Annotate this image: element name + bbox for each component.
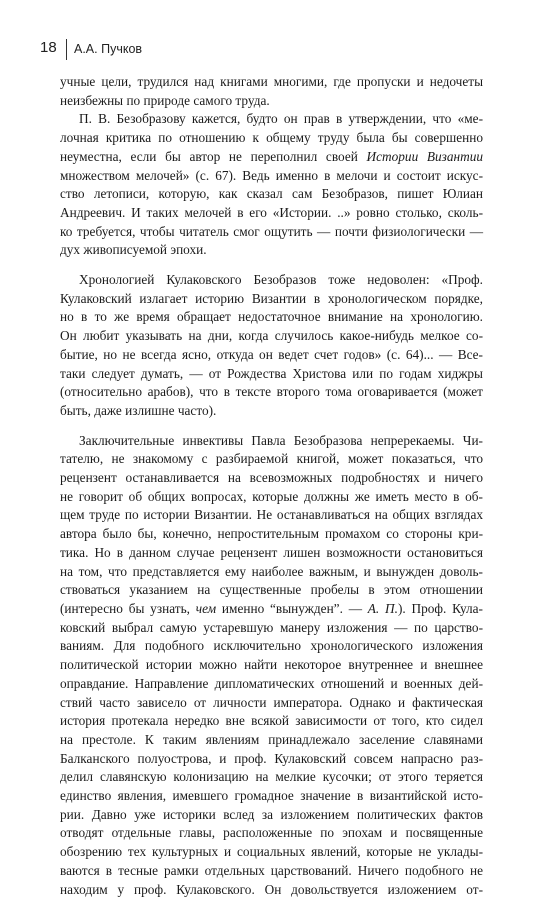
text-line: лочная критика по отношению к общему труду была бы совершенно bbox=[60, 130, 483, 146]
text-line: учные цели, трудился над книгами многими, где пропуски и недочеты bbox=[60, 74, 483, 89]
text-line: Хронологией Кулаковского Безобразов тоже недоволен: «Проф. bbox=[79, 272, 483, 288]
text-line: на престоле. К таким явлениям принадлежало заселение славянами bbox=[60, 731, 483, 747]
text-line: таки следует думать, — от Рождества Христова или по годам хиджры bbox=[60, 365, 483, 381]
text-line: ковский выбрал самую устаревшую манеру изложения — по царство- bbox=[60, 619, 483, 635]
text-line: бытие, но не всегда ясно, откуда он ведет счет годов» (с. 64)... — Все- bbox=[60, 346, 483, 362]
text-line: (интересно бы узнать, чем именно “вынужден”. — А. П.). Проф. Кула- bbox=[60, 600, 483, 616]
text-line: тика. Но в данном случае рецензент лишен возможности остановиться bbox=[60, 544, 483, 560]
text-line: Балканского полуострова, и проф. Кулаковский совсем напрасно раз- bbox=[60, 750, 483, 766]
text-line: автора было бы, конечно, непростительным промахом со стороны кри- bbox=[60, 526, 483, 542]
text-line: не говорит об общих вопросах, которые должны же иметь место в об- bbox=[60, 488, 483, 504]
text-line: дух живописуемой эпохи. bbox=[60, 242, 207, 258]
text-line: политической истории можно найти некоторое внутреннее и внешнее bbox=[60, 657, 483, 673]
text-line: но в то же время обращает недостаточное внимание на хронологию. bbox=[60, 309, 483, 325]
text-line: отводят отдельные главы, расположенные по эпохам и посвященные bbox=[60, 825, 483, 841]
body-text bbox=[60, 73, 483, 899]
text-line: множеством мелочей» (с. 67). Ведь именно в мелочи и состоит искус- bbox=[60, 167, 483, 183]
text-line: ко требуется, чтобы читатель смог ощутить — почти физиологически — bbox=[60, 223, 483, 239]
text-line: неизбежны по природе самого труда. bbox=[60, 92, 270, 108]
text-line: история протекала нередко вне всякой зависимости от того, кто сидел bbox=[60, 713, 483, 729]
text-line: Он любит указывать на дни, когда случилось какое-нибудь мелкое со- bbox=[60, 328, 483, 344]
text-line: единство явления, имевшего громадное значение в византийской исто- bbox=[60, 788, 483, 804]
text-line: быть, даже излишне часто). bbox=[60, 402, 217, 418]
text-line: П. В. Безобразову кажется, будто он прав в утверждении, что «ме- bbox=[79, 111, 483, 127]
text-line: ствоваться указанием на существенные пробелы в этом отношении bbox=[60, 582, 483, 598]
paragraph-1 bbox=[60, 73, 483, 110]
text-line: на том, что представляется ему наиболее важным, и вынужден доволь- bbox=[60, 563, 483, 579]
text-line: рии. Давно уже историки вслед за изложением политических фактов bbox=[60, 806, 483, 822]
text-line: тателю, не знакомому с разбираемой книгой, может показаться, что bbox=[60, 451, 483, 467]
header-divider bbox=[66, 39, 67, 60]
running-header bbox=[30, 38, 510, 58]
text-line: рецензент останавливается на всевозможных подробностях и ничего bbox=[60, 470, 483, 486]
text-line: неуместна, если бы автор не переполнил своей Истории Византии bbox=[60, 148, 483, 164]
text-line: делил славянскую колонизацию на мелкие кусочки; от этого теряется bbox=[60, 769, 483, 785]
running-head-author: А.А. Пучков bbox=[74, 42, 143, 56]
text-line: щем труде по истории Византии. Не останавливаться на общих взглядах bbox=[60, 507, 483, 523]
text-line: обозрению тех культурных и социальных явлений, которые не уклады- bbox=[60, 844, 483, 860]
text-line: ство летописи, которую, как сказал сам Безобразов, пишет Юлиан bbox=[60, 186, 483, 202]
text-line: ваниям. Для подобного исключительно хронологического изложения bbox=[60, 638, 483, 654]
paragraph-2 bbox=[60, 110, 483, 260]
text-line: Андреевич. И таких мелочей в его «Истории. ..» ровно столько, сколь- bbox=[60, 204, 483, 220]
text-line: (относительно арабов), что в тексте второго тома оговаривается (может bbox=[60, 384, 483, 400]
page-number: 18 bbox=[40, 39, 57, 56]
paragraph-3 bbox=[60, 271, 483, 421]
text-line: ваются в тесные рамки отдельных царствований. Ничего подобного не bbox=[60, 862, 483, 878]
text-line: находим у проф. Кулаковского. Он довольствуется изложением от- bbox=[60, 881, 483, 897]
text-line: ствий часто зависело от личности императора. Однако и фактическая bbox=[60, 694, 483, 710]
text-line: Заключительные инвективы Павла Безобразова непререкаемы. Чи- bbox=[79, 432, 483, 448]
paragraph-4 bbox=[60, 432, 483, 899]
text-line: Кулаковский излагает историю Византии в хронологическом порядке, bbox=[60, 290, 483, 306]
text-line: оправдание. Направление дипломатических отношений и военных дей- bbox=[60, 675, 483, 691]
